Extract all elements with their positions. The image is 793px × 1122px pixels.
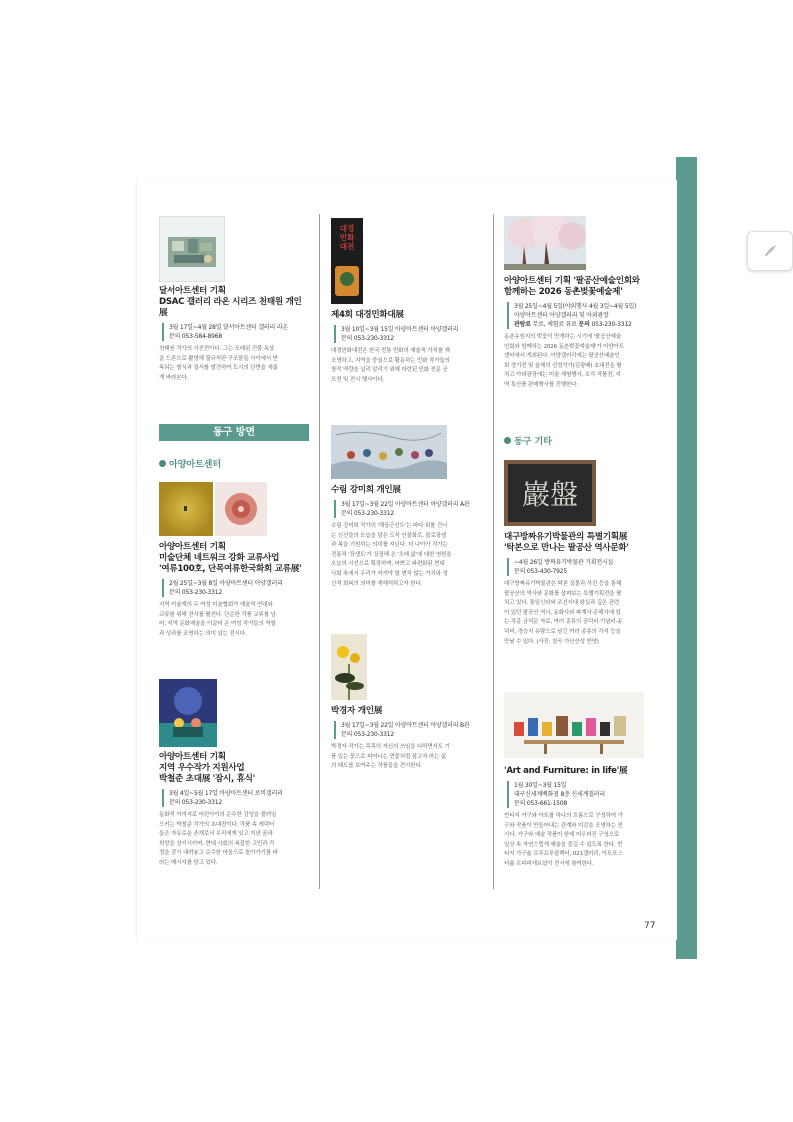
side-accent-bar xyxy=(676,157,697,959)
entry-title: 대구방짜유기박물관의 특별기획展 '탁본으로 만나는 팔공산 역사문화' xyxy=(504,532,629,553)
photo-park-cheoljun xyxy=(159,679,217,747)
entry-kang-mihee xyxy=(331,485,481,589)
entry-park-cheoljun xyxy=(159,752,309,869)
painting-haesang-gunseondo xyxy=(331,425,447,479)
photo-rubbing xyxy=(504,460,596,526)
entry-meta: 3월 25일~4월 5일(야외행사 4월 3일~4월 5일) 아양아트센터 아양갤러리 및 아외광장 관람료 무료, 체험료 유료 문의 053-230-3312 xyxy=(507,302,659,329)
entry-dongchon-festival xyxy=(504,276,659,391)
entry-title: 달서아트센터 기획 DSAC 갤러리 라온 시리즈 천태원 개인展 xyxy=(159,286,302,318)
subhead-ayang: 아양아트센터 xyxy=(159,457,221,470)
entry-title: 아양아트센터 기획 '팔공산예술인회와 함께하는 2026 동촌벚꽃예술제' xyxy=(504,276,640,297)
poster-minhwa xyxy=(331,218,363,304)
entry-meta: 3월 10일~3월 15일 아양아트센터 아양갤러리 문의 053-230-3312 xyxy=(334,325,481,343)
column-divider-2 xyxy=(493,214,494,889)
entry-description: 동촌유원지의 벚꽃이 만개하는 시기에 '팔공산예술 인회와 함께하는 2026 동촌벚꽃예술제'가 아양아트 센터에서 개최된다. 아양갤러리에는 팔공산예술인 회 정기전 및 올해의 선정작가(김광배) 초대전을 펼 치고 아외광장에는 미술 체험행사, 조각 작품전, 지 역 특산품 판매행사를 진행한다. xyxy=(504,334,624,388)
entry-description: 대경민화대전은 한국 전통 민화의 예술적 가치를 재 조명하고, 지역을 중심으로 활동하는 민화 작가들의 창작 역량을 널리 알리기 위해 마련된 민화 전문 공 모전 및 전시 행사이다. xyxy=(331,348,450,383)
column-divider-1 xyxy=(319,214,320,889)
entry-minhwa xyxy=(331,310,481,385)
entry-description: 동화적 이미지로 어린아이의 순수한 감성을 불러일 으키는 박철준 작가의 초대전이다. 작품 속 캐릭터 들은 자유로운 존재로서 우리에게 잊고 지낸 꿈과 희망을 상기시키며, 현대 사회의 복잡한 고민과 걱 정을 잠시 내려놓고 순수한 마음으로 돌아가기를 바 라는 메시지를 담고 있다. xyxy=(159,812,278,866)
entry-meta: 3월 17일~3월 22일 아양아트센터 아양갤러리 A관 문의 053-230-3312 xyxy=(334,500,481,518)
photo-chairs xyxy=(504,692,644,758)
entry-description: 지역 미술계의 두 여성 미술협회가 예술적 연대와 교류를 위해 전시를 펼친다. 단순한 작품 교류를 넘 어, 지역 문화예술을 이끌어 온 여성 작가들의 역할 과 성과를 조명하는 의미 있는 전시다. xyxy=(159,602,276,637)
entry-meta: 3월 4일~5월 17일 아양아트센터 로비갤러리 문의 053-230-3312 xyxy=(162,789,309,807)
photo-rooftop-drone xyxy=(159,216,225,282)
entry-description: 천태원 작가의 사진전이다. 그는 오래된 건물 옥상 을 드론으로 촬영해 불규칙한 구조물들 사이에서 반 복되는 형식과 질서를 발견하여 도시의 단면을 새롭 게 바라본다. xyxy=(159,346,278,381)
entry-meta: 2월 25일~3월 8일 아양아트센터 아양갤러리 문의 053-230-3312 xyxy=(162,579,309,597)
rocket-icon xyxy=(761,242,779,260)
entry-description: 빈티지 가구와 아트를 하나의 흐름으로 구성하여 가 구와 작품이 만들어내는 관계와 미감을 조명하는 전 시다. 가구와 예술 작품이 한데 어우러진 구성으로 일상 속 자연스럽게 예술을 즐길 수 있도록 한다. 빈 티지 가구숍 프루프루콜렉터, 021갤러리, 아트포스 터숍 르피피에르샵이 전시에 참여한다. xyxy=(504,813,623,867)
entry-meta: ~4월 26일 방짜유기박물관 기획전시실 문의 053-430-7925 xyxy=(507,558,659,576)
entry-description: 대구방짜유기박물관은 탁본 실물과 사진 등을 통해 팔공산의 역사와 문화를 살펴보는 특별기획전을 펼 치고 있다. 통일신라와 조선시대 왕실과 깊은 관련 이 있던 팔공산 역사, 동화사와 파계사·은해사에 있 는 각종 금석문 자료, 여러 종류의 공덕비·기념비·송 덕비, 경승지 유람으로 남긴 여러 종류의 각석 등을 만날 수 있다. (사진: 칠곡 가산산성 반양) xyxy=(504,581,623,645)
bullet-dot-icon xyxy=(159,460,166,467)
subhead-donggu-other: 동구 기타 xyxy=(504,434,552,447)
photo-cherry-blossom xyxy=(504,216,586,270)
float-action-button[interactable] xyxy=(747,231,793,271)
entry-title: 아양아트센터 기획 미술단체 네트워크 강화 교류사업 '여류100호, 단목여류한국화회 교류展' xyxy=(159,542,302,574)
entry-description: 수림 강미희 작가의 '해상군선도'는 바다 위를 건너 는 신선들의 모습을 담은 도석 인물화로, 불로장생 과 복을 기원하는 의미를 지닌다. 더 나아가 작가는 전통적 '장생도'가 상징해 온 '오래 삶'에 대한 염원을 오늘의 시선으로 확장하며, 바쁘고 파편화된 현대 사회 속에서 우리가 지켜야 할 변치 않는 가치와 정 신적 회복의 의미를 재해석하고자 한다. xyxy=(331,523,452,587)
entry-title: 제4회 대경민화대展 xyxy=(331,310,404,320)
painting-lotus xyxy=(331,634,367,700)
entry-title: 박경자 개인展 xyxy=(331,706,382,716)
svg-text:巖盤: 巖盤 xyxy=(521,478,579,511)
entry-yeoryu xyxy=(159,542,309,639)
entry-title: 수림 강미희 개인展 xyxy=(331,485,401,495)
entry-art-and-furniture xyxy=(504,766,659,870)
page-number: 77 xyxy=(644,921,656,931)
poster-title: 대경 민화 대전 xyxy=(339,224,355,251)
entry-bangjja-museum xyxy=(504,532,659,647)
entry-park-kyungja xyxy=(331,706,481,772)
entry-dsac xyxy=(159,286,309,383)
entry-meta: 3월 17일~3월 22일 아양아트센터 아양갤러리 B관 문의 053-230-3312 xyxy=(334,721,481,739)
entry-description: 박경자 작가는 목목히 자신의 쓰임을 다하면서도 기 품 있는 꽃으로 피어나는 연꽃처럼 살고자 하는 삶 의 태도를 보여주는 작품들을 전시한다. xyxy=(331,744,450,770)
section-banner: 동구 방면 xyxy=(159,424,309,441)
bullet-dot-icon xyxy=(504,437,511,444)
entry-meta: 1월 30일~3월 15일 대구신세계백화점 8층 신세계갤러리 문의 053-661-1508 xyxy=(507,781,659,808)
entry-title: 'Art and Furniture: in life'展 xyxy=(504,766,628,776)
entry-meta: 3월 17일~4월 28일 달서아트센터 갤러리 라온 문의 053-584-8968 xyxy=(162,323,309,341)
photo-artworks xyxy=(159,482,267,536)
entry-title: 아양아트센터 기획 지역 우수작가 지원사업 박철준 초대展 '잠시, 휴식' xyxy=(159,752,256,784)
